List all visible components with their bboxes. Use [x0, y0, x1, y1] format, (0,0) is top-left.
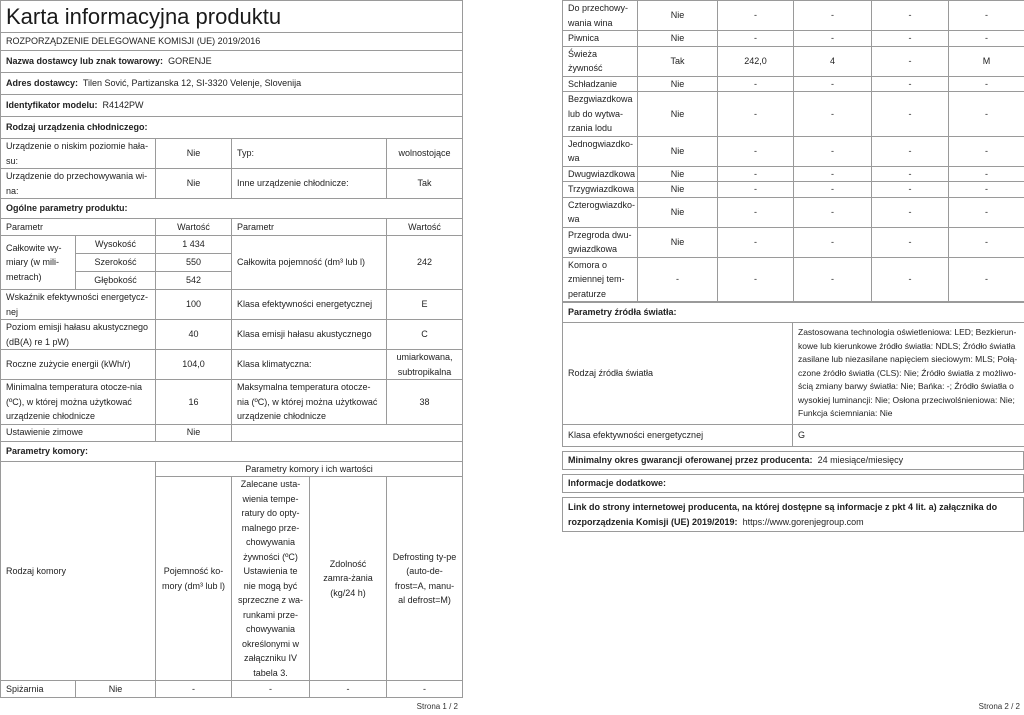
- link-row: Link do strony internetowej producenta, na której dostępne są informacje z pkt 4 lit. a) załącznika do rozporządzenia Komisji (UE) 2019/2019: https://www.gorenjegroup.com: [563, 498, 1024, 532]
- low-noise-value: Nie: [156, 139, 232, 169]
- page-2: [562, 0, 1024, 715]
- chamber-defrost: -: [949, 197, 1024, 227]
- low-noise-label: Urządzenie o niskim poziomie hała-su:: [1, 139, 156, 169]
- chamber-defrost: -: [949, 182, 1024, 198]
- light-class-value: G: [793, 425, 1024, 447]
- table-row: [563, 1, 1024, 31]
- table-row: [563, 76, 1024, 92]
- chamber-temp: -: [232, 681, 310, 698]
- light-params-header: Parametry źródła światła:: [563, 303, 1024, 323]
- page-title: Karta informacyjna produktu: [1, 1, 463, 33]
- param-col-header-2: Parametr: [232, 219, 387, 236]
- winter-setting-value: Nie: [156, 424, 232, 441]
- chamber-name: Do przechowy-wania wina: [563, 1, 638, 31]
- climate-class-value: umiarkowana, subtropikalna: [387, 350, 463, 380]
- address-row: Adres dostawcy: Tilen Sović, Partizanska 12, SI-3320 Velenje, Slovenija: [1, 73, 463, 95]
- chamber-present: Nie: [638, 227, 718, 257]
- noise-label: Poziom emisji hałasu akustycznego (dB(A) re 1 pW): [1, 320, 156, 350]
- table-row: [563, 182, 1024, 198]
- chamber-present: Nie: [638, 197, 718, 227]
- chamber-present: Nie: [638, 76, 718, 92]
- table-row: [563, 92, 1024, 137]
- chamber-volume: -: [718, 182, 794, 198]
- annual-energy-value: 104,0: [156, 350, 232, 380]
- volume-col-header: Pojemność ko-mory (dm³ lub l): [156, 477, 232, 681]
- chamber-volume: -: [718, 227, 794, 257]
- chamber-defrost: -: [387, 681, 463, 698]
- chamber-temp: -: [794, 166, 872, 182]
- table-row: [563, 166, 1024, 182]
- chamber-name: Trzygwiazdkowa: [563, 182, 638, 198]
- chamber-freeze: -: [872, 92, 949, 137]
- product-info-table-1: [0, 0, 463, 698]
- width-value: 550: [156, 254, 232, 272]
- chamber-params-values-header: Parametry komory i ich wartości: [156, 461, 463, 477]
- value-col-header: Wartość: [156, 219, 232, 236]
- chamber-freeze: -: [872, 76, 949, 92]
- warranty-row: Minimalny okres gwarancji oferowanej przez producenta: 24 miesiące/miesięcy: [563, 452, 1024, 470]
- total-volume-value: 242: [387, 236, 463, 290]
- chamber-present: Tak: [638, 46, 718, 76]
- chamber-name: Piwnica: [563, 31, 638, 47]
- chamber-volume: -: [156, 681, 232, 698]
- chamber-freeze: -: [872, 257, 949, 302]
- chamber-name: Czterogwiazdko-wa: [563, 197, 638, 227]
- chamber-present: Nie: [638, 92, 718, 137]
- chamber-name: Dwugwiazdkowa: [563, 166, 638, 182]
- width-label: Szerokość: [76, 254, 156, 272]
- chamber-volume: -: [718, 76, 794, 92]
- light-type-label: Rodzaj źródła światła: [563, 323, 793, 425]
- depth-label: Głębokość: [76, 272, 156, 290]
- chamber-present: Nie: [76, 681, 156, 698]
- noise-class-label: Klasa emisji hałasu akustycznego: [232, 320, 387, 350]
- typ-value: wolnostojące: [387, 139, 463, 169]
- table-row: [1, 681, 463, 698]
- table-row: [563, 197, 1024, 227]
- table-row: [563, 31, 1024, 47]
- chamber-name: Bezgwiazdkowa lub do wytwa-rzania lodu: [563, 92, 638, 137]
- chamber-volume: -: [718, 257, 794, 302]
- chamber-params-header: Parametry komory:: [1, 441, 463, 461]
- chamber-volume: -: [718, 197, 794, 227]
- chamber-temp: 4: [794, 46, 872, 76]
- manufacturer-link[interactable]: https://www.gorenjegroup.com: [742, 516, 864, 527]
- chamber-freeze: -: [872, 227, 949, 257]
- chamber-present: Nie: [638, 166, 718, 182]
- noise-value: 40: [156, 320, 232, 350]
- chamber-name: Spiżarnia: [1, 681, 76, 698]
- light-type-value: Zastosowana technologia oświetleniowa: LED; Bezkierun-kowe lub kierunkowe źródło światła: NDLS; Źródło światła zasilane lub niezasilane napięciem sieciowym: MLS; Połą-czone źródło światła (CLS): Nie; Źródło światła z możliwo-ścią zmiany barwy światła: Nie; Bańka: -; Źródło światła o wysokiej luminancji: Nie; Osłona przeciwolśnieniowa: Nie; Funkcja ściemniania: Nie: [793, 323, 1024, 425]
- chamber-defrost: -: [949, 257, 1024, 302]
- chamber-defrost: -: [949, 166, 1024, 182]
- energy-class-value: E: [387, 290, 463, 320]
- additional-info-label: Informacje dodatkowe:: [563, 475, 1024, 493]
- climate-class-label: Klasa klimatyczna:: [232, 350, 387, 380]
- chamber-name: Świeża żywność: [563, 46, 638, 76]
- eei-value: 100: [156, 290, 232, 320]
- light-source-table: [562, 302, 1024, 447]
- chamber-present: Nie: [638, 136, 718, 166]
- chamber-defrost: -: [949, 31, 1024, 47]
- table-row: [563, 136, 1024, 166]
- param-col-header: Parametr: [1, 219, 156, 236]
- chamber-table-2: [562, 0, 1024, 302]
- freeze-col-header: Zdolność zamra-żania (kg/24 h): [310, 477, 387, 681]
- chamber-freeze: -: [872, 197, 949, 227]
- chamber-temp: -: [794, 92, 872, 137]
- chamber-freeze: -: [872, 166, 949, 182]
- chamber-temp: -: [794, 257, 872, 302]
- chamber-defrost: -: [949, 227, 1024, 257]
- table-row: [563, 46, 1024, 76]
- chamber-name: Jednogwiazdko-wa: [563, 136, 638, 166]
- dimensions-label: Całkowite wy-miary (w mili-metrach): [1, 236, 76, 290]
- chamber-volume: 242,0: [718, 46, 794, 76]
- chamber-freeze: -: [872, 1, 949, 31]
- empty-cell: [232, 424, 463, 441]
- energy-class-label: Klasa efektywności energetycznej: [232, 290, 387, 320]
- appliance-type-header: Rodzaj urządzenia chłodniczego:: [1, 117, 463, 139]
- page-1: [0, 0, 462, 715]
- chamber-freeze: -: [310, 681, 387, 698]
- chamber-type-label: Rodzaj komory: [1, 461, 156, 681]
- noise-class-value: C: [387, 320, 463, 350]
- min-temp-value: 16: [156, 380, 232, 425]
- other-appliance-value: Tak: [387, 169, 463, 199]
- general-params-header: Ogólne parametry produktu:: [1, 199, 463, 219]
- chamber-present: -: [638, 257, 718, 302]
- page-number: Strona 1 / 2: [416, 702, 458, 711]
- supplier-row: Nazwa dostawcy lub znak towarowy: GORENJE: [1, 51, 463, 73]
- chamber-volume: -: [718, 92, 794, 137]
- chamber-temp: -: [794, 227, 872, 257]
- chamber-freeze: -: [872, 182, 949, 198]
- chamber-freeze: -: [872, 46, 949, 76]
- total-volume-label: Całkowita pojemność (dm³ lub l): [232, 236, 387, 290]
- height-value: 1 434: [156, 236, 232, 254]
- chamber-temp: -: [794, 197, 872, 227]
- chamber-defrost: -: [949, 136, 1024, 166]
- chamber-defrost: -: [949, 76, 1024, 92]
- chamber-defrost: M: [949, 46, 1024, 76]
- chamber-volume: -: [718, 1, 794, 31]
- max-temp-label: Maksymalna temperatura otocze-nia (ºC), w której można użytkować urządzenie chłodnicze: [232, 380, 387, 425]
- min-temp-label: Minimalna temperatura otocze-nia (ºC), w której można użytkować urządzenie chłodnicze: [1, 380, 156, 425]
- chamber-temp: -: [794, 136, 872, 166]
- chamber-defrost: -: [949, 1, 1024, 31]
- defrost-col-header: Defrosting ty-pe (auto-de-frost=A, manu-al defrost=M): [387, 477, 463, 681]
- typ-label: Typ:: [232, 139, 387, 169]
- chamber-freeze: -: [872, 31, 949, 47]
- chamber-volume: -: [718, 31, 794, 47]
- wine-label: Urządzenie do przechowywania wi-na:: [1, 169, 156, 199]
- model-row: Identyfikator modelu: R4142PW: [1, 95, 463, 117]
- height-label: Wysokość: [76, 236, 156, 254]
- annual-energy-label: Roczne zużycie energii (kWh/r): [1, 350, 156, 380]
- chamber-name: Przegroda dwu-gwiazdkowa: [563, 227, 638, 257]
- chamber-freeze: -: [872, 136, 949, 166]
- table-row: [563, 257, 1024, 302]
- eei-label: Wskaźnik efektywności energetycz-nej: [1, 290, 156, 320]
- chamber-temp: -: [794, 1, 872, 31]
- chamber-volume: -: [718, 166, 794, 182]
- chamber-temp: -: [794, 31, 872, 47]
- info-table: [562, 474, 1024, 493]
- temp-col-header: Zalecane usta-wienia tempe-ratury do opty-malnego prze-chowywania żywności (ºC) Ustawienia te nie mogą być sprzeczne z wa-runkami prze-chowywania określonymi w załączniku IV tabela 3.: [232, 477, 310, 681]
- chamber-present: Nie: [638, 182, 718, 198]
- wine-value: Nie: [156, 169, 232, 199]
- page-number-2: Strona 2 / 2: [978, 702, 1020, 711]
- chamber-name: Komora o zmiennej tem-peraturze: [563, 257, 638, 302]
- winter-setting-label: Ustawienie zimowe: [1, 424, 156, 441]
- chamber-temp: -: [794, 182, 872, 198]
- table-row: [563, 227, 1024, 257]
- chamber-present: Nie: [638, 31, 718, 47]
- chamber-defrost: -: [949, 92, 1024, 137]
- max-temp-value: 38: [387, 380, 463, 425]
- depth-value: 542: [156, 272, 232, 290]
- chamber-name: Schładzanie: [563, 76, 638, 92]
- warranty-table: [562, 451, 1024, 470]
- chamber-temp: -: [794, 76, 872, 92]
- link-table: [562, 497, 1024, 532]
- regulation-text: ROZPORZĄDZENIE DELEGOWANE KOMISJI (UE) 2019/2016: [1, 33, 463, 51]
- other-appliance-label: Inne urządzenie chłodnicze:: [232, 169, 387, 199]
- light-class-label: Klasa efektywności energetycznej: [563, 425, 793, 447]
- chamber-volume: -: [718, 136, 794, 166]
- value-col-header-2: Wartość: [387, 219, 463, 236]
- chamber-present: Nie: [638, 1, 718, 31]
